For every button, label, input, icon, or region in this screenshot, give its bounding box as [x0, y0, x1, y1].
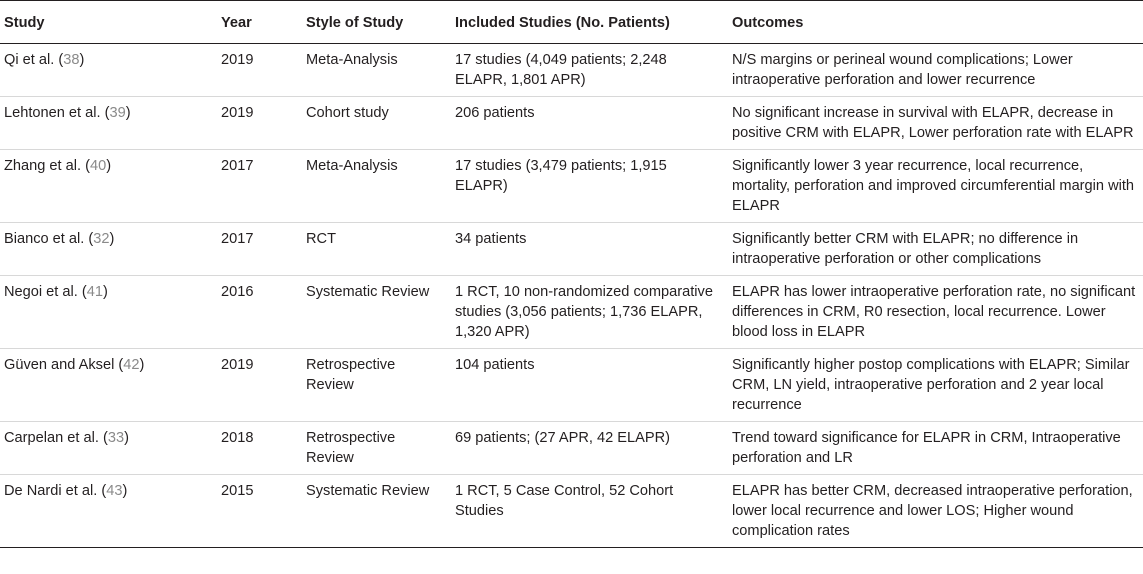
year-cell: 2017 — [221, 231, 254, 247]
style-cell: Meta-Analysis — [306, 52, 398, 68]
header-outcomes: Outcomes — [732, 15, 804, 31]
reference-link[interactable]: 38 — [63, 52, 80, 68]
paren-text: ) — [125, 105, 131, 121]
study-cell — [0, 150, 215, 223]
reference-link[interactable]: 33 — [107, 430, 125, 446]
paren-text: ) — [124, 430, 129, 446]
style-cell: Meta-Analysis — [306, 158, 398, 174]
author-text: Bianco et al. ( — [4, 231, 94, 247]
outcomes-cell: ELAPR has better CRM, decreased intraoperative perforation, lower local recurrence and lower LOS; Higher wound complication rates — [732, 483, 1133, 539]
paren-text: ) — [109, 231, 115, 247]
outcomes-cell: N/S margins or perineal wound complications; Lower intraoperative perforation and lower recurrence — [732, 52, 1073, 88]
paren-text: ) — [79, 52, 85, 68]
author-text: Zhang et al. ( — [4, 158, 90, 174]
included-cell: 69 patients; (27 APR, 42 ELAPR) — [455, 430, 670, 446]
year-cell: 2019 — [221, 357, 254, 373]
header-row — [0, 1, 1143, 44]
year-cell: 2019 — [221, 105, 254, 121]
header-study: Study — [4, 15, 45, 31]
table-row — [0, 97, 1143, 150]
table-body — [0, 44, 1143, 548]
reference-link[interactable]: 32 — [93, 231, 110, 247]
included-cell: 104 patients — [455, 357, 535, 373]
included-cell: 206 patients — [455, 105, 535, 121]
outcomes-cell: Trend toward significance for ELAPR in CRM, Intraoperative perforation and LR — [732, 430, 1121, 466]
included-cell: 34 patients — [455, 231, 527, 247]
author-text: Qi et al. ( — [4, 52, 64, 68]
header-year: Year — [221, 15, 252, 31]
year-cell: 2016 — [221, 284, 254, 300]
outcomes-cell: Significantly higher postop complications with ELAPR; Similar CRM, LN yield, intraoperative perforation and 2 year local recurrence — [732, 357, 1130, 413]
table-row — [0, 150, 1143, 223]
style-cell: Systematic Review — [306, 483, 430, 499]
table-row — [0, 223, 1143, 276]
included-cell: 17 studies (4,049 patients; 2,248 ELAPR, 1,801 APR) — [455, 52, 667, 88]
style-cell: Retrospective Review — [306, 430, 396, 466]
paren-text: ) — [106, 158, 112, 174]
author-text: Lehtonen et al. ( — [4, 105, 110, 121]
paren-text: ) — [102, 284, 108, 300]
study-cell — [0, 475, 215, 548]
outcomes-cell: ELAPR has lower intraoperative perforation rate, no significant differences in CRM, R0 resection, local recurrence. Lower blood loss in ELAPR — [732, 284, 1136, 340]
outcomes-cell: Significantly better CRM with ELAPR; no difference in intraoperative perforation or other complications — [732, 231, 1079, 267]
included-cell: 1 RCT, 5 Case Control, 52 Cohort Studies — [455, 483, 674, 519]
author-text: Carpelan et al. ( — [4, 430, 108, 446]
table-row — [0, 349, 1143, 422]
author-text: Negoi et al. ( — [4, 284, 87, 300]
table-header — [0, 1, 1143, 44]
year-cell: 2017 — [221, 158, 254, 174]
header-style: Style of Study — [306, 15, 404, 31]
year-cell: 2018 — [221, 430, 254, 446]
author-text: De Nardi et al. ( — [4, 483, 107, 499]
included-cell: 1 RCT, 10 non-randomized comparative studies (3,056 patients; 1,736 ELAPR, 1,320 APR) — [455, 284, 713, 340]
table-row — [0, 422, 1143, 475]
reference-link[interactable]: 43 — [106, 483, 123, 499]
author-text: Güven and Aksel ( — [4, 357, 124, 373]
header-included: Included Studies (No. Patients) — [455, 15, 670, 31]
study-cell — [0, 44, 215, 97]
study-cell — [0, 422, 215, 475]
study-cell — [0, 276, 215, 349]
included-cell: 17 studies (3,479 patients; 1,915 ELAPR) — [455, 158, 667, 194]
reference-link[interactable]: 42 — [123, 357, 140, 373]
study-cell — [0, 97, 215, 150]
study-cell — [0, 223, 215, 276]
paren-text: ) — [122, 483, 128, 499]
paren-text: ) — [139, 357, 145, 373]
reference-link[interactable]: 41 — [86, 284, 103, 300]
reference-link[interactable]: 40 — [90, 158, 107, 174]
style-cell: Systematic Review — [306, 284, 430, 300]
style-cell: Cohort study — [306, 105, 389, 121]
study-cell — [0, 349, 215, 422]
outcomes-cell: No significant increase in survival with ELAPR, decrease in positive CRM with ELAPR, Lower perforation rate with ELAPR — [732, 105, 1134, 141]
table-row — [0, 276, 1143, 349]
table-row — [0, 44, 1143, 97]
style-cell: Retrospective Review — [306, 357, 396, 393]
year-cell: 2019 — [221, 52, 254, 68]
reference-link[interactable]: 39 — [109, 105, 126, 121]
style-cell: RCT — [306, 231, 336, 247]
year-cell: 2015 — [221, 483, 254, 499]
table-row — [0, 475, 1143, 548]
outcomes-cell: Significantly lower 3 year recurrence, local recurrence, mortality, perforation and improved circumferential margin with ELAPR — [732, 158, 1135, 214]
